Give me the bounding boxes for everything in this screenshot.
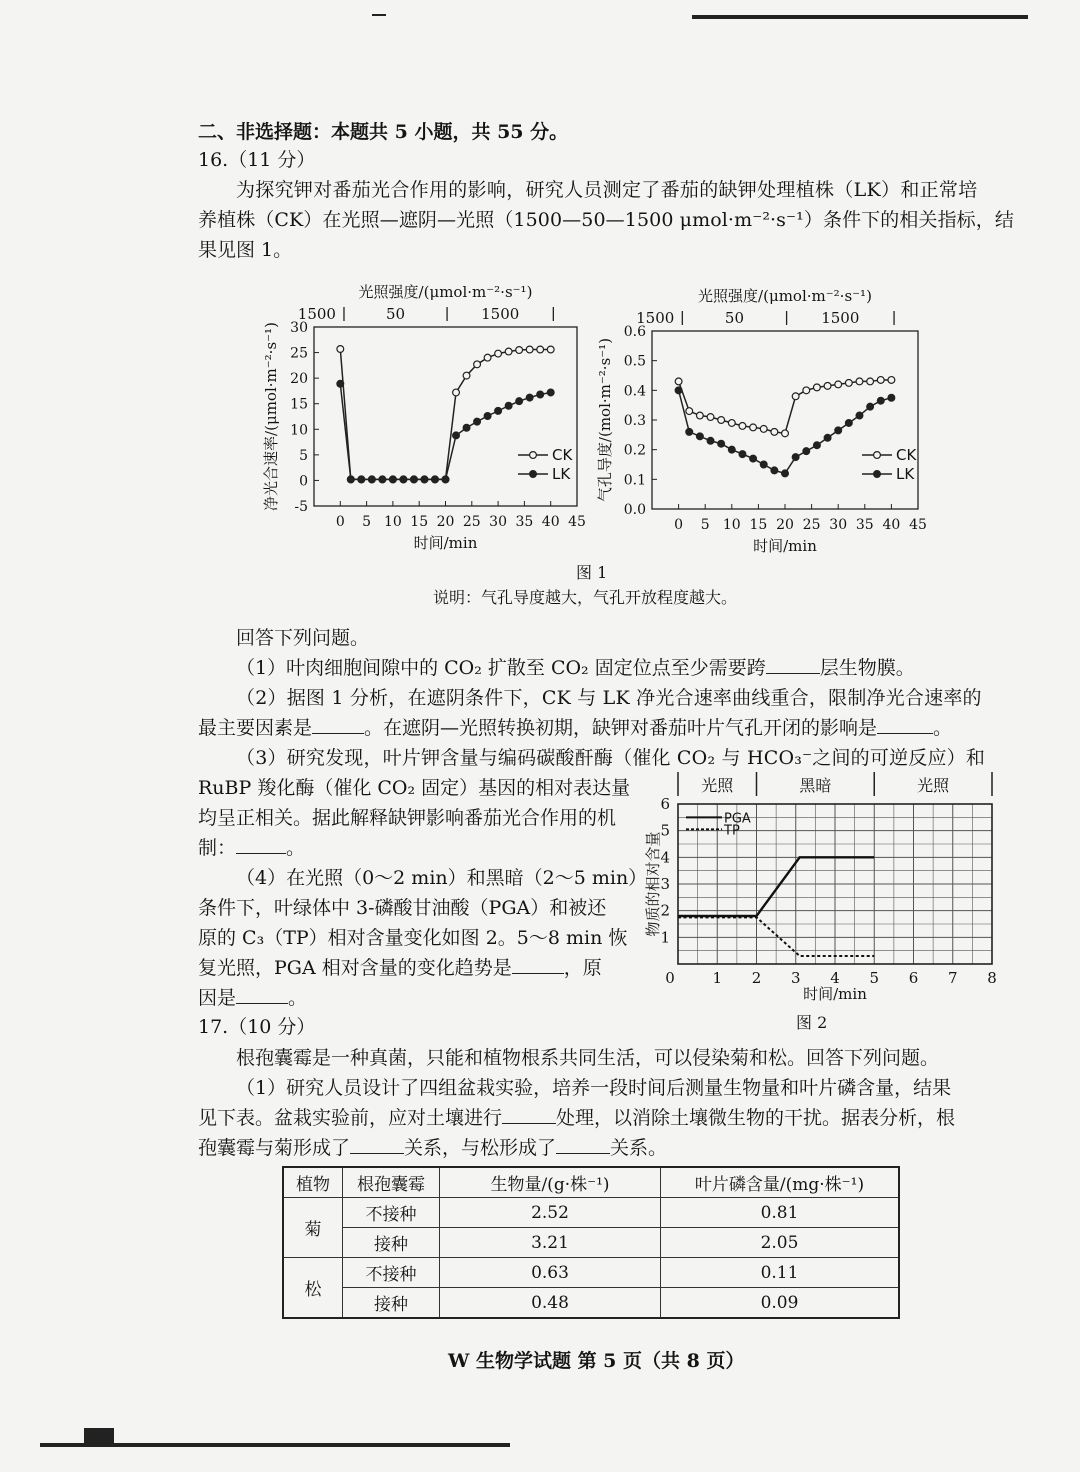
x-tick-label: 30 — [829, 517, 848, 533]
y-tick-label: 0.5 — [623, 353, 646, 370]
data-point-ck — [867, 378, 874, 385]
data-point-lk — [675, 387, 682, 394]
data-point-lk — [358, 476, 365, 483]
data-point-ck — [739, 423, 746, 430]
table-cell: 接种 — [343, 1228, 440, 1258]
data-point-ck — [771, 428, 778, 435]
q16-part2-d: 。 — [933, 717, 953, 739]
q16-part2-c: 。在遮阴—光照转换初期，缺钾对番茄叶片气孔开闭的影响是 — [364, 717, 878, 739]
table-cell: 0.11 — [661, 1258, 900, 1288]
q16-part4-e: ，原 — [563, 957, 602, 979]
data-point-ck — [760, 426, 767, 433]
answer-blank[interactable] — [312, 715, 364, 734]
q17-number: 17.（10 分） — [198, 1016, 316, 1038]
x-tick-label: 20 — [436, 514, 455, 530]
answer-blank[interactable] — [512, 955, 564, 974]
legend-marker — [530, 471, 537, 478]
x-tick-label: 0 — [665, 969, 675, 987]
data-point-ck — [337, 346, 344, 353]
q16-part4-line1: （4）在光照（0～2 min）和黑暗（2～5 min） — [236, 867, 648, 889]
x-tick-label: 10 — [383, 514, 402, 530]
answer-blank[interactable] — [556, 1135, 610, 1154]
q16-part4-line3: 原的 C₃（TP）相对含量变化如图 2。5～8 min 恢 — [198, 927, 628, 949]
series-line-ck — [340, 349, 550, 479]
figure-2-caption: 图 2 — [796, 1013, 828, 1032]
top-axis-label: 1500 — [481, 305, 520, 323]
y-tick-label: 3 — [660, 875, 670, 893]
data-point-lk — [750, 455, 757, 462]
data-point-ck — [463, 372, 470, 379]
y-tick-label: 5 — [299, 447, 308, 464]
q16-part1-tail: 层生物膜。 — [819, 657, 915, 679]
top-axis-label: 50 — [385, 305, 406, 323]
y-tick-label: 6 — [660, 795, 670, 813]
x-axis-label: 时间/min — [803, 985, 867, 1003]
data-point-ck — [824, 382, 831, 389]
data-point-lk — [771, 467, 778, 474]
q17-part1-e: 关系，与松形成了 — [404, 1137, 557, 1159]
data-point-ck — [484, 354, 491, 361]
x-tick-label: 35 — [855, 517, 874, 533]
data-point-lk — [495, 407, 502, 414]
x-tick-label: 25 — [462, 514, 481, 530]
table-header: 植物 — [283, 1167, 343, 1198]
x-tick-label: 4 — [830, 969, 840, 987]
q16-part1-text: （1）叶肉细胞间隙中的 CO₂ 扩散至 CO₂ 固定位点至少需要跨 — [236, 657, 766, 679]
x-tick-label: 40 — [541, 514, 560, 530]
table-header: 叶片磷含量/(mg·株⁻¹) — [661, 1167, 900, 1198]
scan-bottom-block — [84, 1428, 114, 1446]
answer-blank[interactable] — [236, 835, 286, 854]
band-label: 黑暗 — [799, 776, 832, 795]
top-axis-title: 光照强度/(μmol·m⁻²·s⁻¹) — [358, 283, 533, 301]
plant-cell: 菊 — [283, 1198, 343, 1258]
data-point-lk — [368, 476, 375, 483]
x-tick-label: 25 — [802, 517, 821, 533]
q17-intro: 根孢囊霉是一种真菌，只能和植物根系共同生活，可以侵染菊和松。回答下列问题。 — [236, 1047, 940, 1069]
q16-part3-line2: RuBP 羧化酶（催化 CO₂ 固定）基因的相对表达量 — [198, 777, 631, 799]
legend-marker — [874, 471, 881, 478]
data-point-ck — [845, 380, 852, 387]
q16-part3-line1: （3）研究发现，叶片钾含量与编码碳酸酐酶（催化 CO₂ 与 HCO₃⁻之间的可逆反应）和 — [236, 747, 986, 769]
q17-part1-line3 — [198, 1135, 667, 1161]
top-axis-label: 1500 — [821, 309, 860, 327]
data-point-lk — [400, 476, 407, 483]
y-axis-label: 气孔导度/(mol·m⁻²·s⁻¹) — [596, 337, 614, 503]
table-cell: 2.05 — [661, 1228, 900, 1258]
legend-label: PGA — [724, 811, 751, 827]
x-tick-label: 45 — [568, 514, 586, 530]
scan-top-mark — [372, 14, 386, 16]
q16-part4-f: 因是 — [198, 987, 237, 1009]
data-point-lk — [728, 446, 735, 453]
data-point-ck — [696, 412, 703, 419]
data-point-lk — [347, 476, 354, 483]
stomatal-conductance-chart — [596, 287, 927, 555]
q16-part2-line1: （2）据图 1 分析，在遮阴条件下，CK 与 LK 净光合速率曲线重合，限制净光合速率的 — [236, 687, 982, 709]
table-cell: 2.52 — [440, 1198, 661, 1228]
x-tick-label: 5 — [700, 517, 710, 533]
data-point-lk — [484, 413, 491, 420]
data-point-lk — [411, 476, 418, 483]
x-tick-label: 0 — [335, 514, 345, 530]
data-point-lk — [686, 428, 693, 435]
data-point-ck — [856, 378, 863, 385]
data-point-lk — [526, 394, 533, 401]
scan-top-rule — [692, 15, 1028, 19]
x-tick-label: 15 — [410, 514, 429, 530]
x-axis-label: 时间/min — [413, 534, 478, 552]
data-point-ck — [718, 417, 725, 424]
q16-number: 16.（11 分） — [198, 149, 316, 171]
data-point-lk — [814, 442, 821, 449]
data-point-ck — [495, 350, 502, 357]
table-row — [283, 1258, 899, 1288]
table-row — [283, 1288, 899, 1319]
data-point-lk — [782, 470, 789, 477]
legend-label: LK — [552, 465, 571, 483]
table-cell: 0.48 — [440, 1288, 661, 1319]
x-tick-label: 2 — [751, 969, 762, 987]
data-point-ck — [728, 420, 735, 427]
data-point-lk — [867, 403, 874, 410]
y-tick-label: 10 — [290, 422, 308, 439]
figure-1 — [0, 278, 1080, 598]
y-tick-label: -5 — [294, 499, 308, 515]
answer-blank[interactable] — [877, 715, 933, 734]
x-tick-label: 45 — [909, 517, 927, 533]
q17-part1-line1: （1）研究人员设计了四组盆栽实验，培养一段时间后测量生物量和叶片磷含量，结果 — [236, 1077, 952, 1099]
x-tick-label: 5 — [869, 969, 880, 987]
data-point-ck — [814, 384, 821, 391]
page-footer: W 生物学试题 第 5 页（共 8 页） — [448, 1350, 745, 1372]
x-tick-label: 20 — [776, 517, 794, 533]
q17-part1-line2 — [198, 1105, 955, 1131]
q16-part3-line3: 均呈正相关。据此解释缺钾影响番茄光合作用的机 — [198, 807, 617, 829]
data-point-lk — [463, 424, 470, 431]
y-tick-label: 15 — [290, 396, 308, 413]
data-point-ck — [537, 346, 544, 353]
y-tick-label: 25 — [290, 345, 308, 362]
table-cell: 3.21 — [440, 1228, 661, 1258]
y-tick-label: 0.4 — [623, 383, 646, 400]
data-point-lk — [379, 476, 386, 483]
legend-label: TP — [724, 823, 740, 839]
data-point-lk — [547, 389, 554, 396]
plant-cell: 松 — [283, 1258, 343, 1319]
data-point-lk — [739, 451, 746, 458]
q17-part1-f: 关系。 — [610, 1137, 668, 1159]
data-point-lk — [845, 420, 852, 427]
table-cell: 0.63 — [440, 1258, 661, 1288]
x-tick-label: 8 — [987, 969, 997, 987]
data-point-lk — [760, 461, 767, 468]
x-tick-label: 1 — [712, 969, 723, 987]
y-tick-label: 0.1 — [623, 472, 646, 489]
y-tick-label: 0.6 — [623, 324, 646, 340]
x-axis-label: 时间/min — [753, 537, 817, 555]
y-axis-label: 净光合速率/(μmol·m⁻²·s⁻¹) — [262, 322, 280, 511]
table-cell: 不接种 — [343, 1198, 440, 1228]
data-point-lk — [792, 454, 799, 461]
y-tick-label: 4 — [660, 848, 670, 867]
y-tick-label: 30 — [290, 320, 308, 336]
table-cell: 不接种 — [343, 1258, 440, 1288]
q16-part3-d: 制： — [198, 837, 237, 859]
data-point-ck — [877, 377, 884, 384]
data-point-ck — [675, 378, 682, 385]
figure-1-note: 说明：气孔导度越大，气孔开放程度越大。 — [433, 588, 738, 607]
data-point-ck — [835, 381, 842, 388]
top-axis-label: 1500 — [297, 305, 336, 323]
q16-intro-line2: 养植株（CK）在光照—遮阴—光照（1500—50—1500 μmol·m⁻²·s⁻¹）条件下的相关指标，结 — [198, 209, 1014, 231]
x-tick-label: 0 — [674, 517, 684, 533]
q16-part4-d: 复光照，PGA 相对含量的变化趋势是 — [198, 957, 512, 979]
data-point-lk — [516, 398, 523, 405]
x-tick-label: 15 — [749, 517, 768, 533]
legend-label: CK — [896, 446, 917, 464]
data-point-lk — [803, 448, 810, 455]
x-tick-label: 40 — [882, 517, 901, 533]
q17-part1-c: 处理，以消除土壤微生物的干扰。据表分析，根 — [556, 1107, 956, 1129]
data-point-lk — [505, 402, 512, 409]
data-point-lk — [888, 394, 895, 401]
figure-1-caption: 图 1 — [576, 563, 608, 582]
data-point-lk — [877, 397, 884, 404]
y-tick-label: 1 — [660, 928, 670, 947]
table-header-row — [283, 1167, 899, 1198]
data-point-lk — [835, 427, 842, 434]
y-tick-label: 20 — [290, 371, 308, 388]
y-tick-label: 0.2 — [623, 442, 646, 459]
x-tick-label: 10 — [722, 517, 741, 533]
q16-part4-line5 — [198, 985, 307, 1011]
data-point-ck — [516, 347, 523, 354]
data-point-lk — [432, 476, 439, 483]
q16-part4-line4 — [198, 955, 602, 981]
data-point-lk — [390, 476, 397, 483]
answer-blank[interactable] — [766, 655, 820, 674]
table-cell: 0.09 — [661, 1288, 900, 1319]
data-point-ck — [453, 389, 460, 396]
y-tick-label: 0.0 — [623, 502, 646, 518]
answer-prompt: 回答下列问题。 — [236, 627, 370, 649]
x-tick-label: 7 — [947, 969, 958, 987]
plot-frame — [652, 331, 918, 509]
q16-intro-line3: 果见图 1。 — [198, 239, 293, 261]
data-point-lk — [421, 476, 428, 483]
net-photosynthesis-chart — [262, 283, 586, 552]
top-axis-label: 1500 — [636, 309, 675, 327]
x-tick-label: 6 — [908, 969, 919, 987]
data-point-lk — [718, 440, 725, 447]
data-point-lk — [474, 418, 481, 425]
data-point-lk — [696, 433, 703, 440]
x-tick-label: 3 — [790, 969, 801, 987]
data-point-ck — [888, 377, 895, 384]
table-cell: 0.81 — [661, 1198, 900, 1228]
data-point-lk — [856, 412, 863, 419]
band-label: 光照 — [701, 776, 734, 795]
data-point-lk — [337, 380, 344, 387]
data-point-ck — [792, 393, 799, 400]
table-header: 根孢囊霉 — [343, 1167, 440, 1198]
band-label: 光照 — [917, 776, 950, 795]
legend-marker — [874, 452, 881, 459]
data-point-ck — [526, 346, 533, 353]
data-point-ck — [707, 414, 714, 421]
q16-part4-g: 。 — [288, 987, 308, 1009]
data-point-ck — [547, 346, 554, 353]
q17-part1-b: 见下表。盆栽实验前，应对土壤进行 — [198, 1107, 503, 1129]
figure-2 — [640, 768, 1020, 1038]
series-line-ck — [679, 380, 892, 433]
answer-blank[interactable] — [350, 1135, 404, 1154]
table-row — [283, 1198, 899, 1228]
top-axis-label: 50 — [724, 309, 745, 327]
y-tick-label: 0 — [299, 473, 308, 490]
data-point-ck — [686, 408, 693, 415]
legend-label: LK — [896, 465, 915, 483]
answer-blank[interactable] — [236, 985, 288, 1004]
legend-label: CK — [552, 446, 573, 464]
q16-part1 — [236, 655, 915, 681]
top-axis-title: 光照强度/(μmol·m⁻²·s⁻¹) — [698, 287, 872, 305]
data-point-ck — [505, 348, 512, 355]
table-header: 生物量/(g·株⁻¹) — [440, 1167, 661, 1198]
x-tick-label: 30 — [489, 514, 508, 530]
q17-part1-d: 孢囊霉与菊形成了 — [198, 1137, 351, 1159]
pga-tp-chart — [644, 772, 997, 1003]
y-tick-label: 2 — [660, 901, 670, 920]
data-point-ck — [803, 387, 810, 394]
data-point-lk — [707, 437, 714, 444]
data-point-lk — [453, 432, 460, 439]
data-point-ck — [474, 361, 481, 368]
x-tick-label: 5 — [362, 514, 372, 530]
q16-part2-line2 — [198, 715, 952, 741]
y-tick-label: 5 — [660, 821, 670, 840]
y-axis-label: 物质的相对含量 — [644, 831, 662, 937]
section-heading: 二、非选择题：本题共 5 小题，共 55 分。 — [198, 121, 569, 143]
table-row — [283, 1228, 899, 1258]
y-tick-label: 0.3 — [623, 413, 646, 429]
data-point-ck — [782, 430, 789, 437]
table-cell: 接种 — [343, 1288, 440, 1319]
q16-part2-b: 最主要因素是 — [198, 717, 313, 739]
data-point-lk — [537, 391, 544, 398]
x-tick-label: 35 — [515, 514, 534, 530]
legend-marker — [530, 452, 537, 459]
data-point-lk — [442, 476, 449, 483]
data-point-lk — [824, 434, 831, 441]
data-point-ck — [750, 424, 757, 431]
q16-part3-e: 。 — [286, 837, 306, 859]
q16-part3-line4 — [198, 835, 305, 861]
q16-intro-line1: 为探究钾对番茄光合作用的影响，研究人员测定了番茄的缺钾处理植株（LK）和正常培 — [236, 179, 978, 201]
answer-blank[interactable] — [502, 1105, 556, 1124]
q16-part4-line2: 条件下，叶绿体中 3-磷酸甘油酸（PGA）和被还 — [198, 897, 607, 919]
data-table — [282, 1166, 900, 1319]
